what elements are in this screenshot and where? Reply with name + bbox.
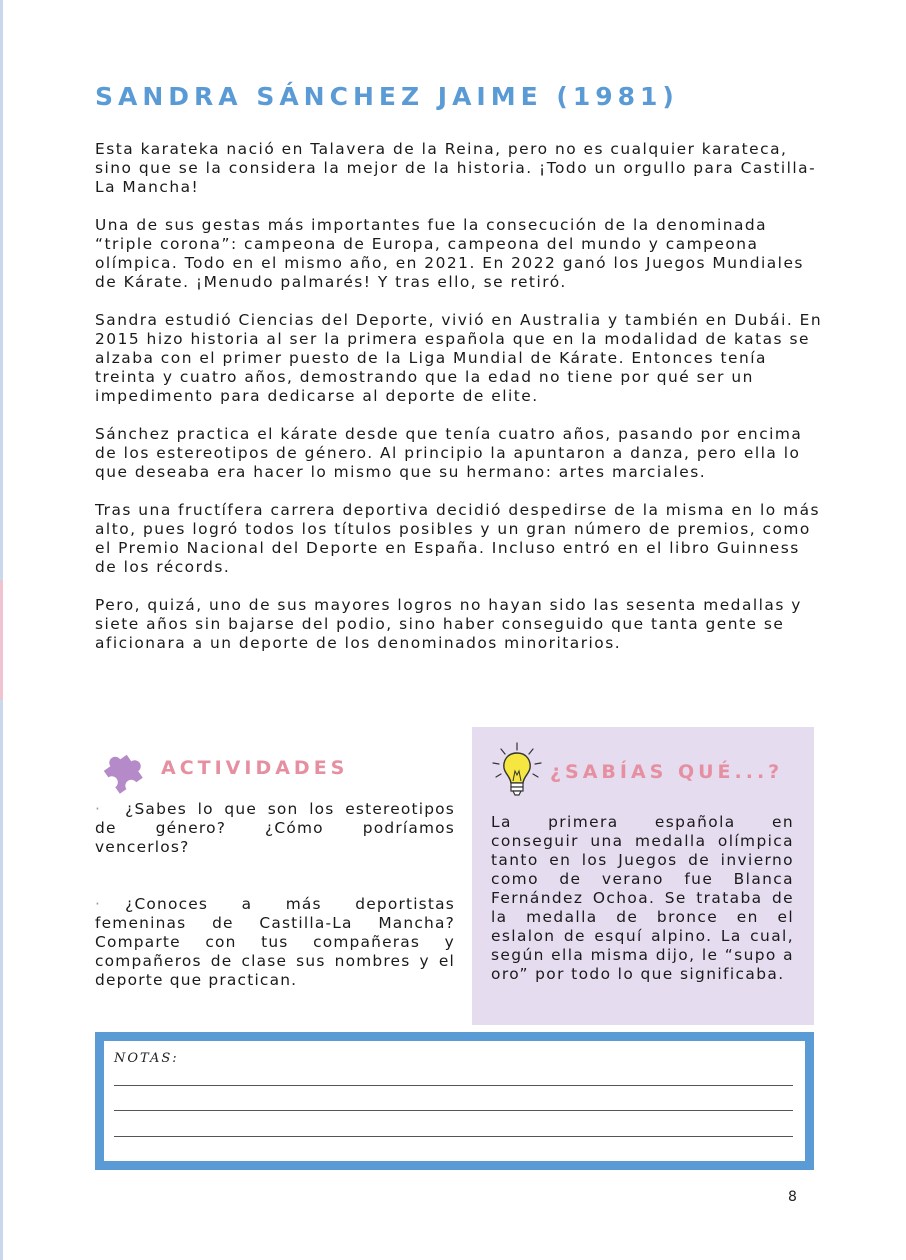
- did-you-know-text: La primera española en conseguir una medalla olímpica tanto en los Juegos de invierno como de verano fue Blanca Fernández Ochoa. Se trataba de la medalla de bronce en el eslalon de esquí alpino. La cual, según ella misma dijo, le “supo a oro” por todo lo que significaba.: [491, 813, 794, 983]
- paragraph: Tras una fructífera carrera deportiva decidió despedirse de la misma en lo más alto, pues logró todos los títulos posibles y un gran número de premios, como el Premio Nacional del Deporte en España. Incluso entró en el libro Guinness de los récords.: [95, 501, 821, 576]
- paragraph: Sánchez practica el kárate desde que tenía cuatro años, pasando por encima de los estereotipos de género. Al principio la apuntaron a danza, pero ella lo que deseaba era hacer lo mismo que su hermano: artes marciales.: [95, 425, 803, 481]
- page-edge-decoration: [0, 0, 3, 1260]
- note-line: [114, 1085, 793, 1086]
- activity-question: [95, 895, 455, 990]
- page-edge-accent: [0, 580, 3, 700]
- activity-question: [95, 800, 455, 857]
- note-line: [114, 1110, 793, 1111]
- lightbulb-icon: [490, 741, 544, 801]
- notes-label: NOTAS:: [114, 1051, 179, 1066]
- did-you-know-title: ¿SABÍAS QUÉ...?: [550, 761, 784, 783]
- notes-box: [95, 1032, 814, 1170]
- puzzle-piece-icon: [95, 745, 147, 797]
- page-title: SANDRA SÁNCHEZ JAIME (1981): [95, 82, 679, 111]
- paragraph: Pero, quizá, uno de sus mayores logros no hayan sido las sesenta medallas y siete años sin bajarse del podio, sino haber conseguido que tanta gente se aficionara a un deporte de los denominados minoritarios.: [95, 596, 802, 652]
- paragraph: Una de sus gestas más importantes fue la consecución de la denominada “triple corona”: campeona de Europa, campeona del mundo y campeona olímpica. Todo en el mismo año, en 2021. En 2022 ganó los Juegos Mundiales de Kárate. ¡Menudo palmarés! Y tras ello, se retiró.: [95, 216, 804, 291]
- activity-question-text: ¿Sabes lo que son los estereotipos de género? ¿Cómo podríamos vencerlos?: [95, 800, 455, 856]
- bullet: ·: [95, 800, 102, 818]
- page-number: 8: [788, 1189, 797, 1205]
- did-you-know-box: [472, 727, 814, 1025]
- paragraph: Esta karateka nació en Talavera de la Reina, pero no es cualquier karateca, sino que se la considera la mejor de la historia. ¡Todo un orgullo para Castilla-La Mancha!: [95, 140, 817, 196]
- biography-text: [95, 140, 825, 672]
- bullet: ·: [95, 895, 102, 913]
- activities-header: [95, 745, 455, 795]
- note-line: [114, 1136, 793, 1137]
- activity-question-text: ¿Conoces a más deportistas femeninas de Castilla-La Mancha? Comparte con tus compañeras y compañeros de clase sus nombres y el deporte que practican.: [95, 895, 455, 989]
- paragraph: Sandra estudió Ciencias del Deporte, vivió en Australia y también en Dubái. En 2015 hizo historia al ser la primera española que en la modalidad de katas se alzaba con el primer puesto de la Liga Mundial de Kárate. Entonces tenía treinta y cuatro años, demostrando que la edad no tiene por qué ser un impedimento para dedicarse al deporte de elite.: [95, 311, 823, 405]
- activities-title: ACTIVIDADES: [161, 757, 349, 779]
